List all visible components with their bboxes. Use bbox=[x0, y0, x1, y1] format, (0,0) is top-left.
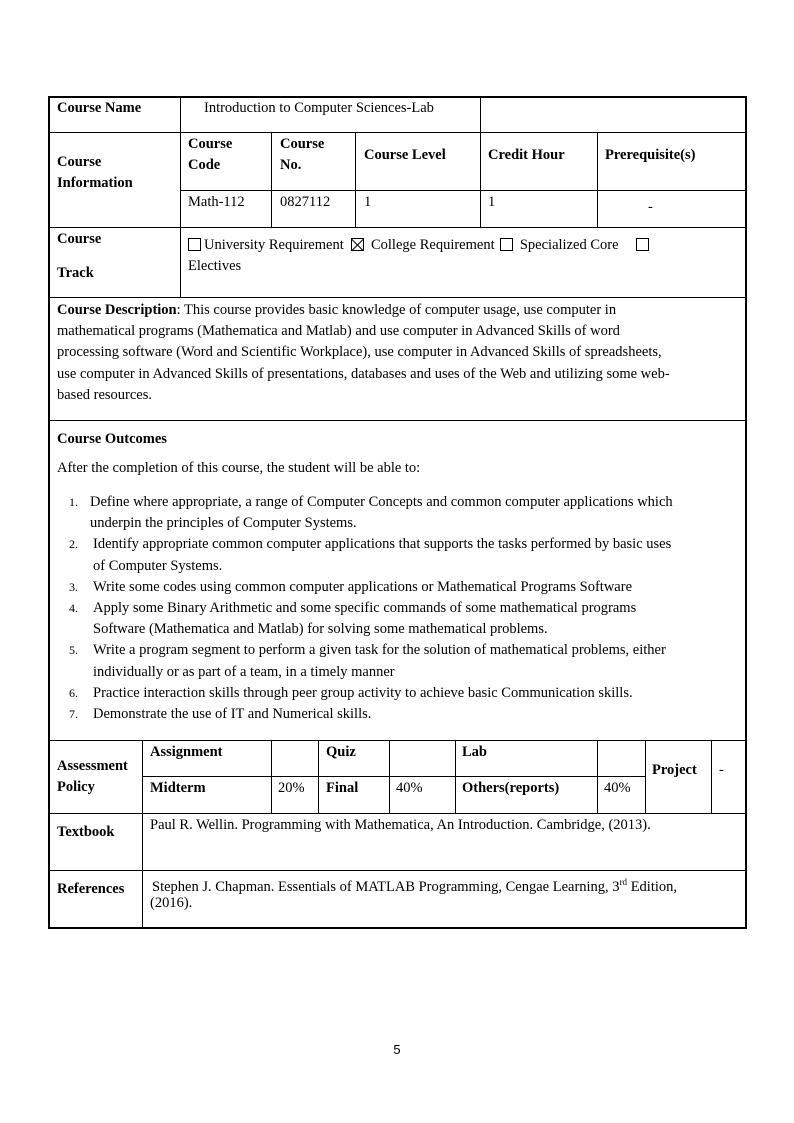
course-description: Course Description: This course provides basic knowledge of computer usage, use computer in mathematical programs (Mathematica and Matlab) and use computer in Advanced Skills of word processing software (Word and Scientific Workplace), use computer in Advanced Skills of spreadsheets, use computer in Advanced Skills of presentations, databases and uses of the Web and utilizing some web- based resources. bbox=[57, 302, 670, 403]
assessment-policy-label: Assessment Policy bbox=[57, 758, 128, 795]
col-divider bbox=[355, 133, 356, 227]
col-divider bbox=[480, 97, 481, 227]
specialized-core-checkbox[interactable] bbox=[500, 238, 513, 251]
others-value: 40% bbox=[604, 780, 631, 796]
midterm-label: Midterm bbox=[150, 780, 206, 796]
row-divider bbox=[142, 776, 646, 777]
references-label: References bbox=[57, 881, 125, 897]
course-track-label-2: Track bbox=[57, 265, 94, 281]
course-level-value: 1 bbox=[364, 194, 372, 210]
college-requirement-checkbox[interactable] bbox=[351, 238, 364, 251]
list-item: 4. Apply some Binary Arithmetic and some specific commands of some mathematical programs Software (Mathematica and Matlab) for solving some mathematical problems. bbox=[69, 600, 637, 638]
list-item: 3. Write some codes using common computer applications or Mathematical Programs Software bbox=[69, 578, 632, 595]
specialized-core-label: Specialized Core bbox=[519, 237, 619, 253]
course-outcomes-title: Course Outcomes bbox=[57, 431, 167, 447]
midterm-value: 20% bbox=[278, 780, 305, 796]
col-divider bbox=[271, 133, 272, 227]
course-outcomes-list bbox=[56, 492, 746, 725]
assignment-label: Assignment bbox=[150, 744, 223, 760]
course-track-label-1: Course bbox=[57, 231, 102, 247]
header-credit-hour: Credit Hour bbox=[488, 147, 565, 163]
col-divider bbox=[142, 741, 143, 929]
col-divider bbox=[597, 133, 598, 227]
course-name-label: Course Name bbox=[57, 100, 142, 116]
col-divider bbox=[711, 741, 712, 813]
row-divider bbox=[49, 420, 746, 421]
row-divider bbox=[49, 227, 746, 228]
list-item: 2. Identify appropriate common computer applications that supports the tasks performed by basic uses of Computer Systems. bbox=[69, 536, 672, 574]
references-value: Stephen J. Chapman. Essentials of MATLAB Programming, Cengae Learning, 3rd Edition, bbox=[152, 877, 678, 895]
page-number: 5 bbox=[393, 1042, 401, 1057]
final-value: 40% bbox=[396, 780, 423, 796]
list-item: 6. Practice interaction skills through peer group activity to achieve basic Communication skills. bbox=[69, 684, 633, 701]
col-divider bbox=[597, 741, 598, 813]
course-name-value: Introduction to Computer Sciences-Lab bbox=[204, 100, 434, 116]
textbook-value: Paul R. Wellin. Programming with Mathematica, An Introduction. Cambridge, (2013). bbox=[150, 817, 651, 833]
row-divider bbox=[49, 740, 746, 741]
college-requirement-label: College Requirement bbox=[370, 237, 495, 253]
list-item: 7. Demonstrate the use of IT and Numerical skills. bbox=[69, 706, 372, 723]
col-divider bbox=[180, 97, 181, 297]
col-divider bbox=[645, 741, 646, 813]
row-divider bbox=[49, 813, 746, 814]
row-divider bbox=[49, 297, 746, 298]
quiz-label: Quiz bbox=[326, 744, 356, 760]
row-divider bbox=[49, 870, 746, 871]
others-label: Others(reports) bbox=[462, 780, 560, 796]
course-description-label: Course Description bbox=[57, 302, 177, 318]
header-course-no: Course No. bbox=[280, 136, 325, 173]
textbook-label: Textbook bbox=[57, 824, 115, 840]
final-label: Final bbox=[326, 780, 359, 796]
project-value: - bbox=[719, 762, 724, 778]
university-requirement-label: University Requirement bbox=[204, 237, 344, 253]
col-divider bbox=[389, 741, 390, 813]
row-divider bbox=[49, 132, 746, 133]
list-item: 1. Define where appropriate, a range of Computer Concepts and common computer applications which underpin the principles of Computer Systems. bbox=[69, 494, 673, 532]
references-value-line2: (2016). bbox=[150, 895, 193, 911]
prerequisites-value: - bbox=[648, 199, 653, 215]
header-course-code: Course Code bbox=[188, 136, 233, 173]
electives-label: Electives bbox=[188, 258, 242, 274]
header-prerequisites: Prerequisite(s) bbox=[605, 147, 696, 163]
col-divider bbox=[318, 741, 319, 813]
lab-label: Lab bbox=[462, 744, 487, 760]
credit-hour-value: 1 bbox=[488, 194, 496, 210]
course-outcomes-intro: After the completion of this course, the student will be able to: bbox=[57, 460, 421, 476]
university-requirement-checkbox[interactable] bbox=[188, 238, 201, 251]
col-divider bbox=[455, 741, 456, 813]
course-information-label: Course Information bbox=[57, 154, 133, 191]
project-label: Project bbox=[652, 762, 697, 778]
header-course-level: Course Level bbox=[364, 147, 446, 163]
col-divider bbox=[271, 741, 272, 813]
list-item: 5. Write a program segment to perform a given task for the solution of mathematical problems, either individually or as part of a team, in a timely manner bbox=[69, 642, 666, 680]
electives-checkbox[interactable] bbox=[636, 238, 649, 251]
course-track-options bbox=[188, 235, 652, 256]
row-divider bbox=[180, 190, 746, 191]
course-code-value: Math-112 bbox=[188, 194, 245, 210]
course-no-value: 0827112 bbox=[280, 194, 331, 210]
